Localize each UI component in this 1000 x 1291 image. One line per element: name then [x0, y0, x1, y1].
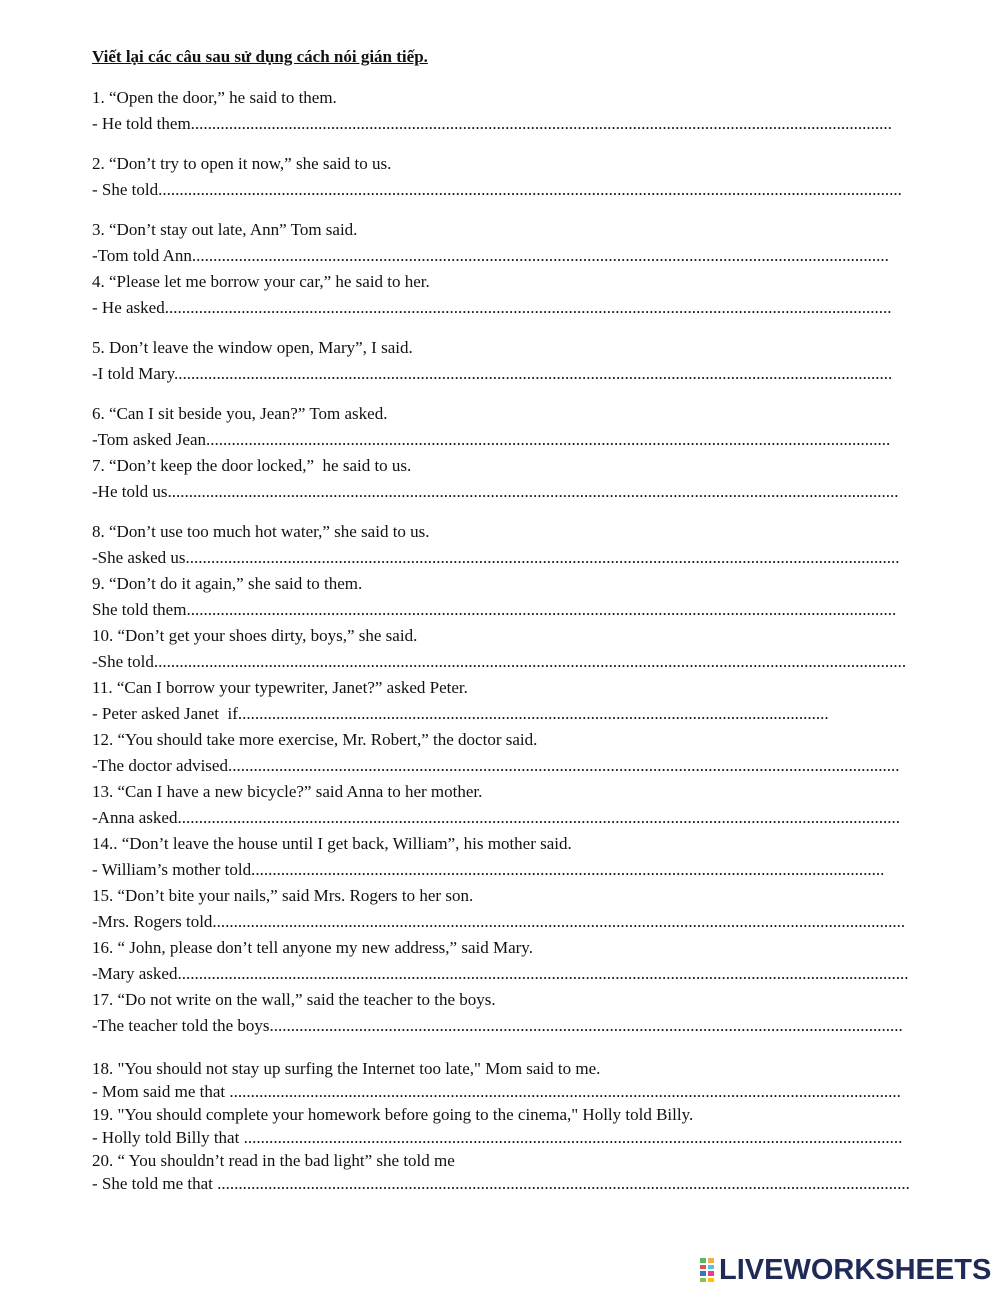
exercise-item-8 [92, 519, 932, 571]
exercise-item-3 [92, 217, 932, 269]
exercise-item-11 [92, 675, 932, 727]
answer-line-14: - William’s mother told..................................................................................................................................................... [92, 860, 885, 879]
question-11: 11. “Can I borrow your typewriter, Janet?” asked Peter. [92, 678, 468, 697]
exercise-item-1 [92, 85, 932, 137]
answer-line-18: - Mom said me that .............................................................................................................................................................. [92, 1082, 901, 1101]
answer-line-3: -Tom told Ann.................................................................................................................................................................... [92, 246, 889, 265]
logo-wordmark: LIVEWORKSHEETS [719, 1254, 992, 1286]
exercise-item-10 [92, 623, 932, 675]
answer-line-12: -The doctor advised.............................................................................................................................................................. [92, 756, 900, 775]
worksheet-title: Viết lại các câu sau sử dụng cách nói gián tiếp. [92, 47, 428, 66]
exercise-item-14 [92, 831, 932, 883]
question-12: 12. “You should take more exercise, Mr. Robert,” the doctor said. [92, 730, 538, 749]
question-9: 9. “Don’t do it again,” she said to them. [92, 574, 363, 593]
liveworksheets-logo [699, 1255, 991, 1285]
logo-icon-cell [707, 1277, 715, 1284]
answer-line-11: - Peter asked Janet if........................................................................................................................................... [92, 704, 829, 723]
answer-line-8: -She asked us........................................................................................................................................................................ [92, 548, 900, 567]
question-7: 7. “Don’t keep the door locked,” he said to us. [92, 456, 412, 475]
worksheet [92, 45, 932, 1195]
question-13: 13. “Can I have a new bicycle?” said Anna to her mother. [92, 782, 483, 801]
exercise-item-4 [92, 269, 932, 321]
question-6: 6. “Can I sit beside you, Jean?” Tom asked. [92, 404, 388, 423]
question-4: 4. “Please let me borrow your car,” he said to her. [92, 272, 430, 291]
question-5: 5. Don’t leave the window open, Mary”, I said. [92, 338, 413, 357]
exercise-item-17 [92, 987, 932, 1039]
answer-line-19: - Holly told Billy that ........................................................................................................................................................... [92, 1128, 903, 1147]
answer-line-6: -Tom asked Jean................................................................................................................................................................. [92, 430, 891, 449]
answer-line-9: She told them....................................................................................................................................................................... [92, 600, 897, 619]
question-19: 19. "You should complete your homework before going to the cinema," Holly told Billy. [92, 1105, 694, 1124]
exercise-item-13 [92, 779, 932, 831]
answer-line-15: -Mrs. Rogers told................................................................................................................................................................... [92, 912, 906, 931]
question-14: 14.. “Don’t leave the house until I get back, William”, his mother said. [92, 834, 572, 853]
answer-line-2: - She told............................................................................................................................................................................... [92, 180, 902, 199]
exercise-item-16 [92, 935, 932, 987]
question-10: 10. “Don’t get your shoes dirty, boys,” she said. [92, 626, 418, 645]
exercise-group-18-20 [92, 1057, 932, 1195]
question-17: 17. “Do not write on the wall,” said the teacher to the boys. [92, 990, 496, 1009]
answer-line-7: -He told us............................................................................................................................................................................ [92, 482, 899, 501]
exercise-item-9 [92, 571, 932, 623]
question-18: 18. "You should not stay up surfing the Internet too late," Mom said to me. [92, 1059, 601, 1078]
exercise-item-6 [92, 401, 932, 453]
question-15: 15. “Don’t bite your nails,” said Mrs. Rogers to her son. [92, 886, 474, 905]
question-3: 3. “Don’t stay out late, Ann” Tom said. [92, 220, 358, 239]
answer-line-20: - She told me that ................................................................................................................................................................... [92, 1174, 910, 1193]
question-20: 20. “ You shouldn’t read in the bad light” she told me [92, 1151, 455, 1170]
question-2: 2. “Don’t try to open it now,” she said to us. [92, 154, 392, 173]
answer-line-4: - He asked........................................................................................................................................................................... [92, 298, 892, 317]
answer-line-10: -She told................................................................................................................................................................................. [92, 652, 907, 671]
exercise-item-15 [92, 883, 932, 935]
exercise-item-2 [92, 151, 932, 203]
answer-line-13: -Anna asked.......................................................................................................................................................................... [92, 808, 900, 827]
exercise-item-7 [92, 453, 932, 505]
exercise-item-19 [92, 1103, 932, 1149]
question-1: 1. “Open the door,” he said to them. [92, 88, 337, 107]
exercise-item-12 [92, 727, 932, 779]
question-16: 16. “ John, please don’t tell anyone my new address,” said Mary. [92, 938, 533, 957]
exercise-item-18 [92, 1057, 932, 1103]
answer-line-17: -The teacher told the boys..................................................................................................................................................... [92, 1016, 903, 1035]
exercise-item-5 [92, 335, 932, 387]
answer-line-1: - He told them..................................................................................................................................................................... [92, 114, 892, 133]
logo-icon-cell [699, 1277, 707, 1284]
exercise-item-20 [92, 1149, 932, 1195]
question-8: 8. “Don’t use too much hot water,” she said to us. [92, 522, 430, 541]
liveworksheets-logo-icon [699, 1257, 715, 1283]
answer-line-5: -I told Mary......................................................................................................................................................................... [92, 364, 893, 383]
answer-line-16: -Mary asked............................................................................................................................................................................ [92, 964, 909, 983]
